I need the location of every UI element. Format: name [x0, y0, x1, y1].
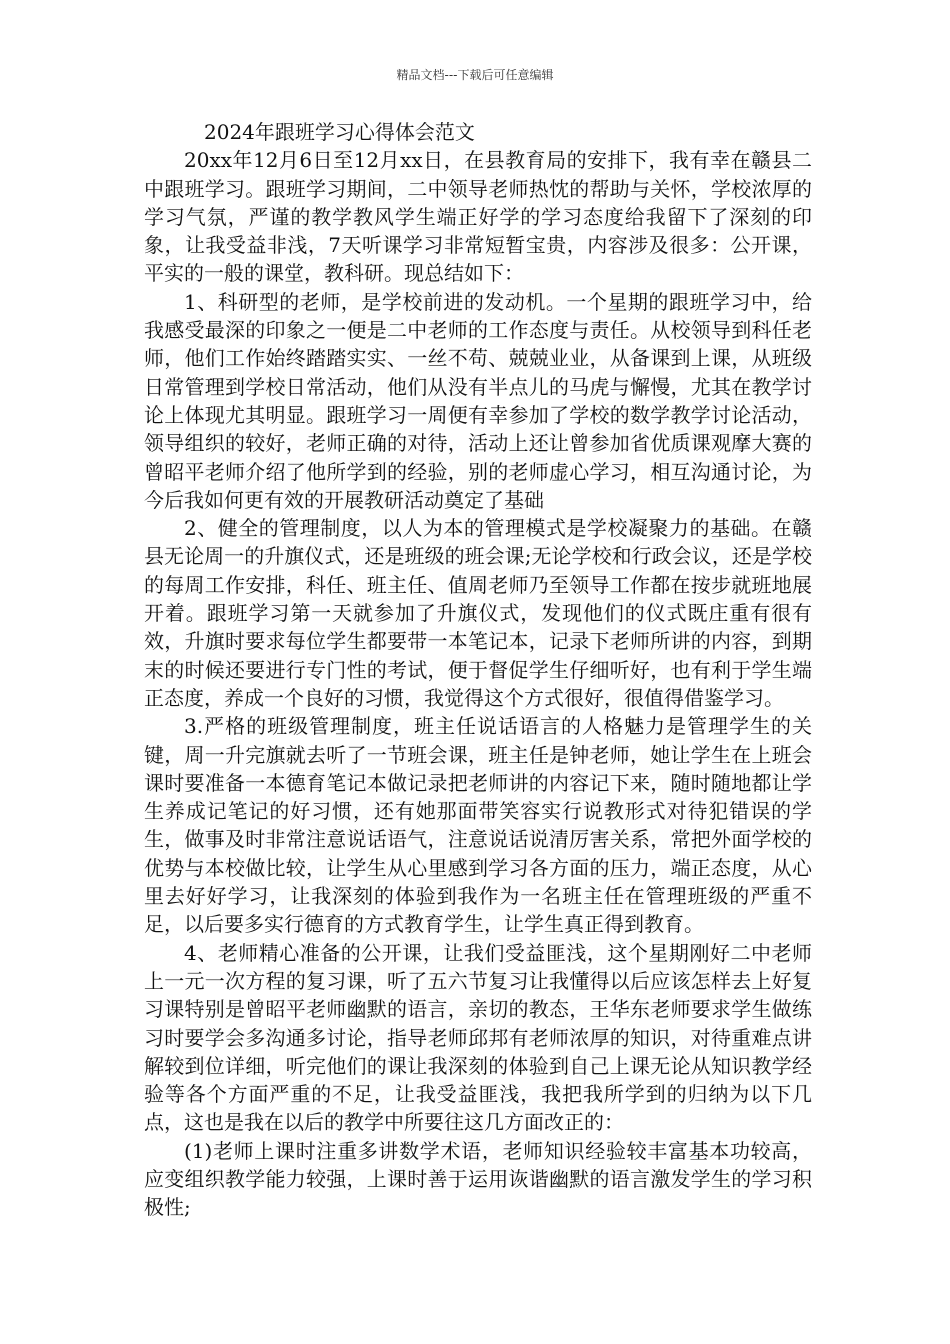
paragraph-open-class: 4、老师精心准备的公开课，让我们受益匪浅，这个星期刚好二中老师上一元一次方程的复习课，听了五六节复习让我懂得以后应该怎样去上好复习课特别是曾昭平老师幽默的语言，亲切的教态，王华东老师要求学生做练习时要学会多沟通多讨论，指导老师邱邦有老师浓厚的知识，对待重难点讲解较到位详细，听完他们的课让我深刻的体验到自己上课无论从知识教学经验等各个方面严重的不足，让我受益匪浅，我把我所学到的归纳为以下几点，这也是我在以后的教学中所要往这几方面改正的： [144, 940, 812, 1135]
paragraph-point-1: (1)老师上课时注重多讲数学术语，老师知识经验较丰富基本功较高，应变组织教学能力较强，上课时善于运用诙谐幽默的语言激发学生的学习积极性; [144, 1138, 812, 1220]
paragraph-research-teachers: 1、科研型的老师，是学校前进的发动机。一个星期的跟班学习中，给我感受最深的印象之一便是二中老师的工作态度与责任。从校领导到科任老师，他们工作始终踏踏实实、一丝不苟、兢兢业业，从备课到上课，从班级日常管理到学校日常活动，他们从没有半点儿的马虎与懈慢，尤其在教学讨论上体现尤其明显。跟班学习一周便有幸参加了学校的数学教学讨论活动，领导组织的较好，老师正确的对待，活动上还让曾参加省优质课观摩大赛的曾昭平老师介绍了他所学到的经验，别的老师虚心学习，相互沟通讨论，为今后我如何更有效的开展教研活动奠定了基础 [144, 289, 812, 512]
document-body [144, 118, 812, 1222]
intro-paragraph: 20xx年12月6日至12月xx日，在县教育局的安排下，我有幸在赣县二中跟班学习。跟班学习期间，二中领导老师热忱的帮助与关怀，学校浓厚的学习气氛，严谨的教学教风学生端正好学的学习态度给我留下了深刻的印象，让我受益非浅，7天听课学习非常短暂宝贵，内容涉及很多：公开课，平实的一般的课堂，教科研。现总结如下： [144, 148, 812, 286]
document-title: 2024年跟班学习心得体会范文 [204, 120, 475, 144]
paragraph-class-management: 3.严格的班级管理制度，班主任说话语言的人格魅力是管理学生的关键，周一升完旗就去听了一节班会课，班主任是钟老师，她让学生在上班会课时要准备一本德育笔记本做记录把老师讲的内容记下来，随时随地都让学生养成记笔记的好习惯，还有她那面带笑容实行说教形式对待犯错误的学生，做事及时非常注意说话语气，注意说话说清厉害关系，常把外面学校的优势与本校做比较，让学生从心里感到学习各方面的压力，端正态度，从心里去好好学习，让我深刻的体验到我作为一名班主任在管理班级的严重不足，以后要多实行德育的方式教育学生，让学生真正得到教育。 [144, 714, 812, 937]
page-header: 精品文档---下载后可任意编辑 [396, 68, 554, 82]
paragraph-management-system: 2、健全的管理制度，以人为本的管理模式是学校凝聚力的基础。在赣县无论周一的升旗仪式，还是班级的班会课;无论学校和行政会议，还是学校的每周工作安排，科任、班主任、值周老师乃至领导工作都在按步就班地展开着。跟班学习第一天就参加了升旗仪式，发现他们的仪式既庄重有很有效，升旗时要求每位学生都要带一本笔记本，记录下老师所讲的内容，到期末的时候还要进行专门性的考试，便于督促学生仔细听好，也有利于学生端正态度，养成一个良好的习惯，我觉得这个方式很好，很值得借鉴学习。 [144, 516, 812, 710]
